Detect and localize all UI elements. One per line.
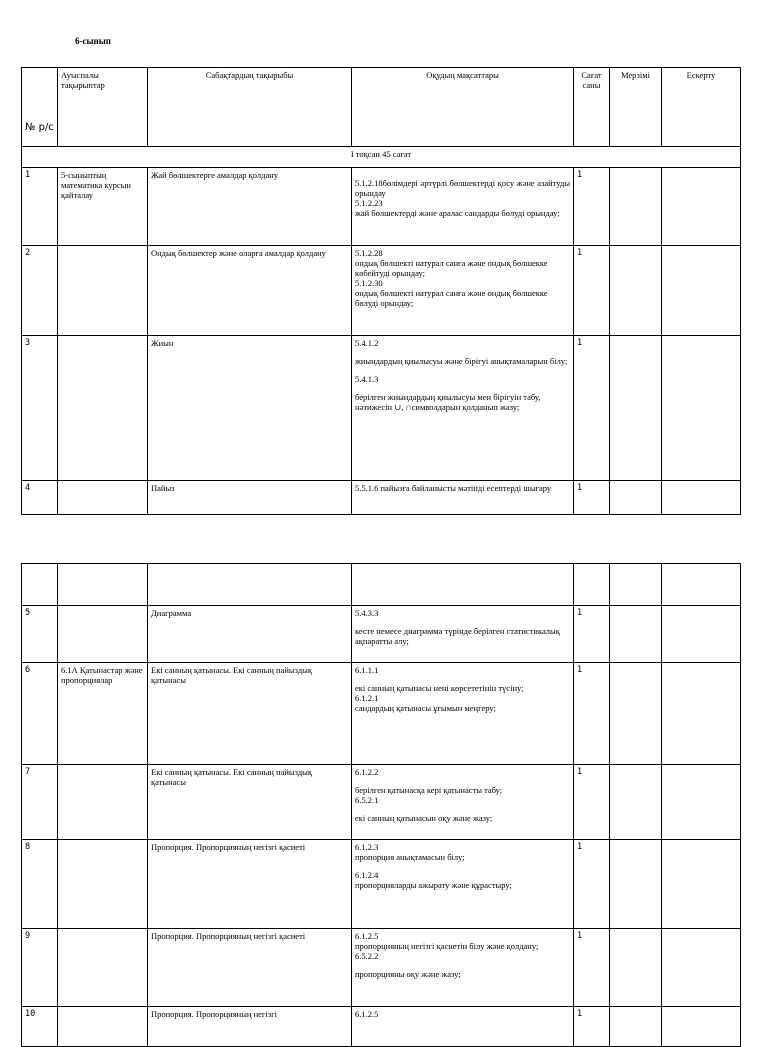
page-title: 6-сынып xyxy=(75,36,111,46)
objective-text: пропорцияларды ажырату және құрастыру; xyxy=(355,880,512,890)
objective-text: ондық бөлшекті натурал санға және ондық бөлшекке көбейтуді орындау; xyxy=(355,258,548,278)
objective-code: 5.1.2.28 xyxy=(355,248,383,258)
objective-text: пропорцияның негізгі қасиетін білу және қолдану; xyxy=(355,941,539,951)
objectives-cell xyxy=(352,246,574,336)
date-cell xyxy=(610,663,662,765)
header-hours: Сағат саны xyxy=(574,68,610,147)
objective-code: 5.4.1.3 xyxy=(355,374,379,384)
curriculum-table-part-2 xyxy=(21,563,741,1047)
date-cell xyxy=(610,929,662,1007)
date-cell xyxy=(610,246,662,336)
empty-cell xyxy=(22,564,58,606)
note-cell xyxy=(662,765,741,840)
quarter-row xyxy=(22,147,741,168)
objective-text: екі санның қатынасы нені көрсететінін түсіну; xyxy=(355,683,524,693)
date-cell xyxy=(610,481,662,515)
table-row xyxy=(22,606,741,663)
section-title xyxy=(58,765,148,840)
objective-code: 6.1.2.4 xyxy=(355,870,379,880)
objective-text: берілген қатынасқа кері қатынасты табу; xyxy=(355,785,503,795)
empty-cell xyxy=(352,564,574,606)
date-cell xyxy=(610,765,662,840)
objective-code: 6.1.2.2 xyxy=(355,767,379,777)
lesson-topic: Жиын xyxy=(148,336,352,481)
date-cell xyxy=(610,168,662,246)
row-num: 9 xyxy=(22,929,58,1007)
objectives-cell xyxy=(352,606,574,663)
section-title xyxy=(58,1007,148,1047)
note-cell xyxy=(662,1007,741,1047)
objective-code: 6.1.1.1 xyxy=(355,665,379,675)
hours-value: 1 xyxy=(574,1007,610,1047)
objective-text: берілген жиындардың қиылысуы мен бірігуін табу, нәтижесін ∪, ∩символдарын қолданып жазу; xyxy=(355,392,541,412)
table-row xyxy=(22,481,741,515)
lesson-topic: Диаграмма xyxy=(148,606,352,663)
objective-code: 6.5.2.2 xyxy=(355,951,379,961)
empty-cell xyxy=(148,564,352,606)
date-cell xyxy=(610,1007,662,1047)
table-row xyxy=(22,336,741,481)
table-row xyxy=(22,663,741,765)
lesson-topic: Ондық бөлшектер және оларға амалдар қолдану xyxy=(148,246,352,336)
objective-text: 5.5.1.6 пайызға байланысты мәтінді есептерді шығару xyxy=(355,483,552,493)
hours-value: 1 xyxy=(574,840,610,929)
empty-cell xyxy=(662,564,741,606)
row-num: 3 xyxy=(22,336,58,481)
lesson-topic: Пропорция. Пропорцияның негізгі қасиеті xyxy=(148,840,352,929)
lesson-topic: Екі санның қатынасы. Екі санның пайыздық қатынасы xyxy=(148,765,352,840)
objectives-cell xyxy=(352,663,574,765)
objective-text: пропорция анықтамасын білу; xyxy=(355,852,465,862)
row-num: 10 xyxy=(22,1007,58,1047)
note-cell xyxy=(662,840,741,929)
section-title xyxy=(58,336,148,481)
quarter-label: I тоқсан 45 сағат xyxy=(22,147,741,168)
section-title xyxy=(58,929,148,1007)
table-row xyxy=(22,246,741,336)
curriculum-table-part-1 xyxy=(21,67,741,515)
objective-code: 6.1.2.5 xyxy=(355,1009,379,1019)
date-cell xyxy=(610,336,662,481)
objective-text: жай бөлшектерді және аралас сандарды бөлуді орындау; xyxy=(355,208,560,218)
row-num: 6 xyxy=(22,663,58,765)
section-title xyxy=(58,606,148,663)
table-row xyxy=(22,168,741,246)
objective-text: сандардың қатынасы ұғымын меңгеру; xyxy=(355,703,496,713)
objective-code: 6.1.2.3 xyxy=(355,842,379,852)
objective-code: 5.4.1.2 xyxy=(355,338,379,348)
section-title xyxy=(58,481,148,515)
objective-text: 5.1.2.18бөлімдері әртүрлі бөлшектерді қосу және азайтуды орындау xyxy=(355,178,570,198)
empty-cell xyxy=(610,564,662,606)
table-row xyxy=(22,840,741,929)
hours-value: 1 xyxy=(574,481,610,515)
hours-value: 1 xyxy=(574,765,610,840)
note-cell xyxy=(662,663,741,765)
empty-header-row xyxy=(22,564,741,606)
section-title: 6.1А Қатынастар және пропорциялар xyxy=(58,663,148,765)
note-cell xyxy=(662,246,741,336)
objective-code: 5.4.3.3 xyxy=(355,608,379,618)
objective-text: жиындардың қиылысуы және бірігуі анықтамаларын білу; xyxy=(355,356,568,366)
hours-value: 1 xyxy=(574,336,610,481)
row-num: 2 xyxy=(22,246,58,336)
objective-text: екі санның қатынасын оқу және жазу; xyxy=(355,813,493,823)
header-topic: Сабақтардың тақырыбы xyxy=(148,68,352,147)
objectives-cell xyxy=(352,765,574,840)
lesson-topic: Екі санның қатынасы. Екі санның пайыздық қатынасы xyxy=(148,663,352,765)
objectives-cell xyxy=(352,1007,574,1047)
lesson-topic: Жай бөлшектерге амалдар қолдану xyxy=(148,168,352,246)
date-cell xyxy=(610,606,662,663)
hours-value: 1 xyxy=(574,929,610,1007)
lesson-topic: Пайыз xyxy=(148,481,352,515)
empty-cell xyxy=(574,564,610,606)
note-cell xyxy=(662,929,741,1007)
table-row xyxy=(22,929,741,1007)
note-cell xyxy=(662,336,741,481)
table-row xyxy=(22,1007,741,1047)
objectives-cell xyxy=(352,929,574,1007)
row-num: 4 xyxy=(22,481,58,515)
header-objectives: Оқудың мақсаттары xyxy=(352,68,574,147)
note-cell xyxy=(662,168,741,246)
lesson-topic: Пропорция. Пропорцияның негізгі xyxy=(148,1007,352,1047)
date-cell xyxy=(610,840,662,929)
empty-cell xyxy=(58,564,148,606)
row-num: 1 xyxy=(22,168,58,246)
objectives-cell xyxy=(352,336,574,481)
objective-code: 6.5.2.1 xyxy=(355,795,379,805)
row-num: 5 xyxy=(22,606,58,663)
header-row xyxy=(22,68,741,147)
hours-value: 1 xyxy=(574,168,610,246)
row-num: 7 xyxy=(22,765,58,840)
note-cell xyxy=(662,606,741,663)
hours-value: 1 xyxy=(574,246,610,336)
section-title: 5-сыныптың математика курсын қайталау xyxy=(58,168,148,246)
hours-value: 1 xyxy=(574,663,610,765)
note-cell xyxy=(662,481,741,515)
header-date: Мерзімі xyxy=(610,68,662,147)
hours-value: 1 xyxy=(574,606,610,663)
row-num: 8 xyxy=(22,840,58,929)
objectives-cell xyxy=(352,168,574,246)
objective-text: пропорцияны оқу және жазу; xyxy=(355,969,461,979)
objective-code: 6.1.2.1 xyxy=(355,693,379,703)
objective-code: 6.1.2.5 xyxy=(355,931,379,941)
section-title xyxy=(58,246,148,336)
objective-text: кесте немесе диаграмма түрінде берілген статистикалық ақпаратты алу; xyxy=(355,626,560,646)
objectives-cell xyxy=(352,840,574,929)
header-section: Ауыспалы тақырыптар xyxy=(58,68,148,147)
objective-code: 5.1.2.30 xyxy=(355,278,383,288)
objectives-cell xyxy=(352,481,574,515)
header-num: № р/с xyxy=(22,68,58,147)
objective-code: 5.1.2.23 xyxy=(355,198,383,208)
header-note: Ескерту xyxy=(662,68,741,147)
objective-text: ондық бөлшекті натурал санға және ондық бөлшекке бөлуді орындау; xyxy=(355,288,548,308)
lesson-topic: Пропорция. Пропорцияның негізгі қасиеті xyxy=(148,929,352,1007)
section-title xyxy=(58,840,148,929)
table-row xyxy=(22,765,741,840)
